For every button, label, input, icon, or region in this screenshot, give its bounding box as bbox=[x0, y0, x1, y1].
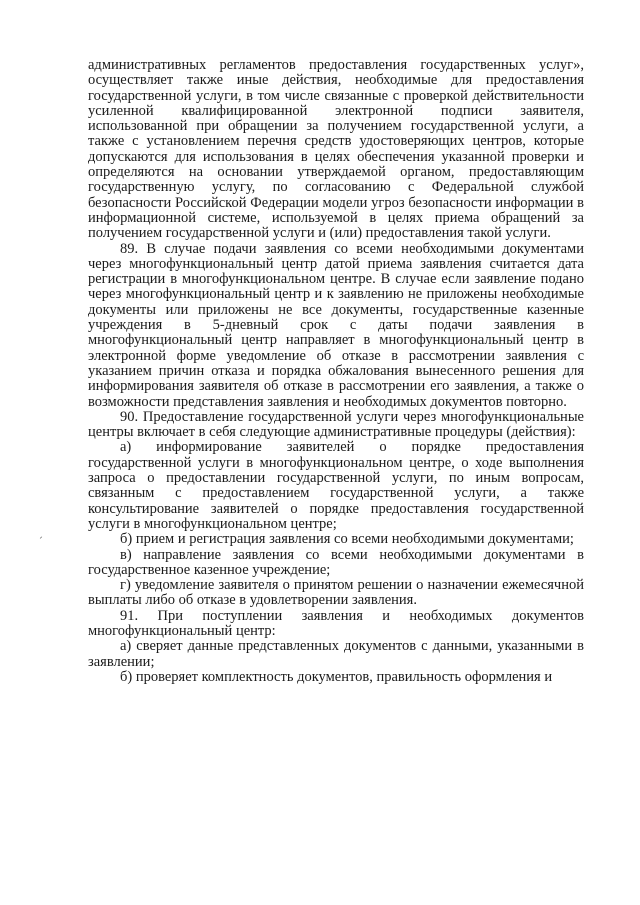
paragraph-89: 89. В случае подачи заявления со всеми необходимыми документами через многофункциональный центр датой приема заявления считается дата регистрации в многофункциональном центре. В случае если заявление подано через многофункциональный центр и к заявлению не приложены необходимые документы или приложены не все документы, государственные казенные учреждения в 5-дневный срок с даты подачи заявления в многофункциональный центр направляет в многофункциональный центр в электронной форме уведомление об отказе в рассмотрении заявления с указанием причин отказа и порядка обжалования вынесенного решения для информирования заявителя об отказе в рассмотрении его заявления, а также о возможности представления заявления и необходимых документов повторно. bbox=[88, 240, 584, 410]
paragraph-91-item-b: б) проверяет комплектность документов, правильность оформления и bbox=[120, 668, 553, 685]
paragraph-91: 91. При поступлении заявления и необходимых документов многофункциональный центр: bbox=[88, 607, 584, 639]
paragraph-90-item-a: а) информирование заявителей о порядке предоставления государственной услуги в многофункциональном центре, о ходе выполнения запроса о предоставлении государственной услуги, по иным вопросам, связанным с предоставлением государственной услуги, а также консультирование заявителей о порядке предоставления государственной услуги в многофункциональном центре; bbox=[88, 439, 584, 532]
paragraph-continuation: административных регламентов предоставления государственных услуг», осуществляет также иные действия, необходимые для предоставления государственной услуги, в том числе связанные с проверкой действительности усиленной квалифицированной электронной подписи заявителя, использованной при обращении за получением государственной услуги, а также с установлением перечня средств удостоверяющих центров, которые допускаются для использования в целях обеспечения указанной проверки и определяются на основании утверждаемой органом, предоставляющим государственную услугу, по согласованию с Федеральной службой безопасности Российской Федерации модели угроз безопасности информации в информационной системе, используемой в целях приема обращений за получением государственной услуги и (или) предоставления такой услуги. bbox=[88, 57, 584, 242]
paragraph-90: 90. Предоставление государственной услуги через многофункциональные центры включает в себя следующие административные процедуры (действия): bbox=[88, 408, 584, 441]
paragraph-91-item-a: а) сверяет данные представленных документов с данными, указанными в заявлении; bbox=[88, 638, 584, 670]
document-page bbox=[88, 58, 584, 685]
margin-mark: ˏ bbox=[38, 528, 43, 539]
paragraph-90-item-g: г) уведомление заявителя о принятом решении о назначении ежемесячной выплаты либо об отказе в удовлетворении заявления. bbox=[88, 577, 584, 609]
paragraph-90-item-b: б) прием и регистрация заявления со всеми необходимыми документами; bbox=[120, 531, 574, 548]
paragraph-90-item-v: в) направление заявления со всеми необходимыми документами в государственное казенное учреждение; bbox=[88, 546, 584, 578]
